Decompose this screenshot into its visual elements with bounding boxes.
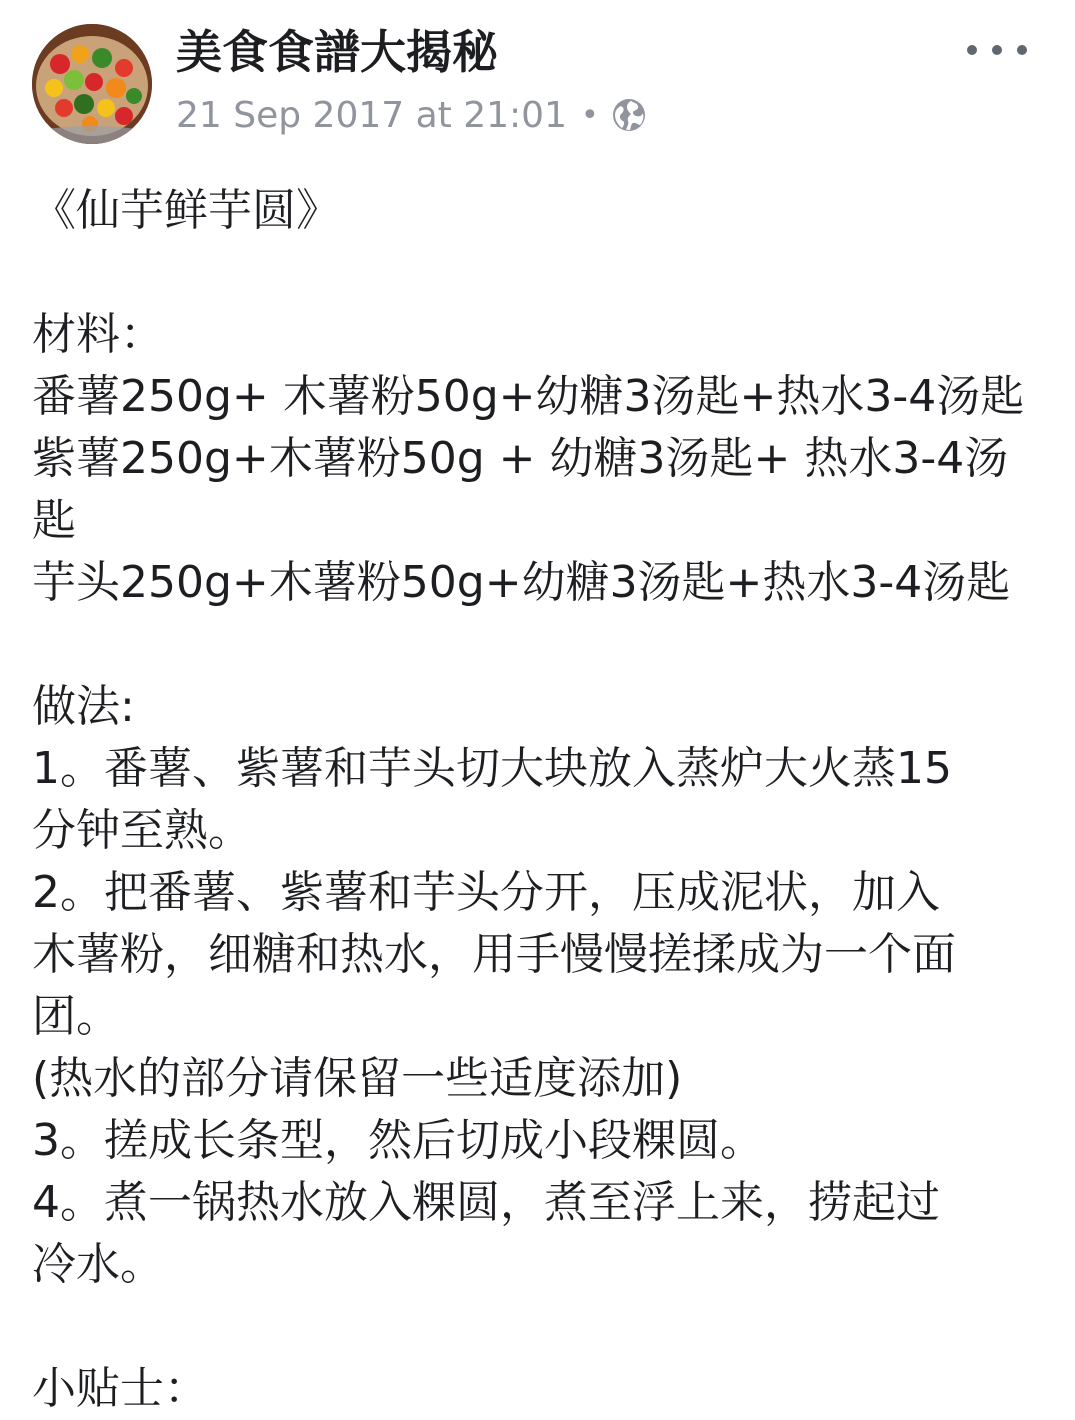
ingredient-line: 紫薯250g+木薯粉50g + 幼糖3汤匙+ 热水3-4汤 (32, 433, 1009, 484)
method-step-line: 3。搓成长条型，然后切成小段粿圆。 (32, 1115, 764, 1166)
ingredient-line: 匙 (32, 495, 76, 546)
more-options-icon (1017, 45, 1027, 55)
method-step-line: 分钟至熟。 (32, 805, 252, 856)
ingredient-line: 芋头250g+木薯粉50g+幼糖3汤匙+热水3-4汤匙 (32, 557, 1011, 608)
method-step-line: 团。 (32, 991, 120, 1042)
tips-heading: 小贴士： (32, 1363, 208, 1414)
page-name[interactable]: 美食食譜大揭秘 (176, 25, 498, 79)
blank-line (32, 614, 1047, 676)
method-step-line: 冷水。 (32, 1239, 164, 1290)
post-header (0, 0, 1075, 160)
recipe-title: 《仙芋鲜芋圆》 (32, 185, 340, 236)
method-step-line: 4。煮一锅热水放入粿圆，煮至浮上来，捞起过 (32, 1177, 940, 1228)
method-note-line: (热水的部分请保留一些适度添加) (32, 1053, 683, 1104)
more-options-icon (992, 45, 1002, 55)
post-timestamp[interactable]: 21 Sep 2017 at 21:01 (176, 94, 567, 136)
post-body (32, 180, 1047, 1420)
blank-line (32, 242, 1047, 304)
method-step-line: 木薯粉，细糖和热水，用手慢慢搓揉成为一个面 (32, 929, 956, 980)
meta-separator: • (580, 97, 599, 133)
food-photo-avatar-icon (32, 24, 152, 144)
method-step-line: 2。把番薯、紫薯和芋头分开，压成泥状，加入 (32, 867, 940, 918)
globe-icon[interactable] (611, 97, 647, 133)
blank-line (32, 1296, 1047, 1358)
more-options-icon (967, 45, 977, 55)
method-step-line: 1。番薯、紫薯和芋头切大块放入蒸炉大火蒸15 (32, 743, 952, 794)
post-meta (176, 90, 647, 140)
page-avatar[interactable] (32, 24, 152, 144)
ingredients-heading: 材料： (32, 309, 164, 360)
method-heading: 做法: (32, 681, 135, 732)
more-options-button[interactable] (967, 30, 1027, 70)
ingredient-line: 番薯250g+ 木薯粉50g+幼糖3汤匙+热水3-4汤匙 (32, 371, 1025, 422)
